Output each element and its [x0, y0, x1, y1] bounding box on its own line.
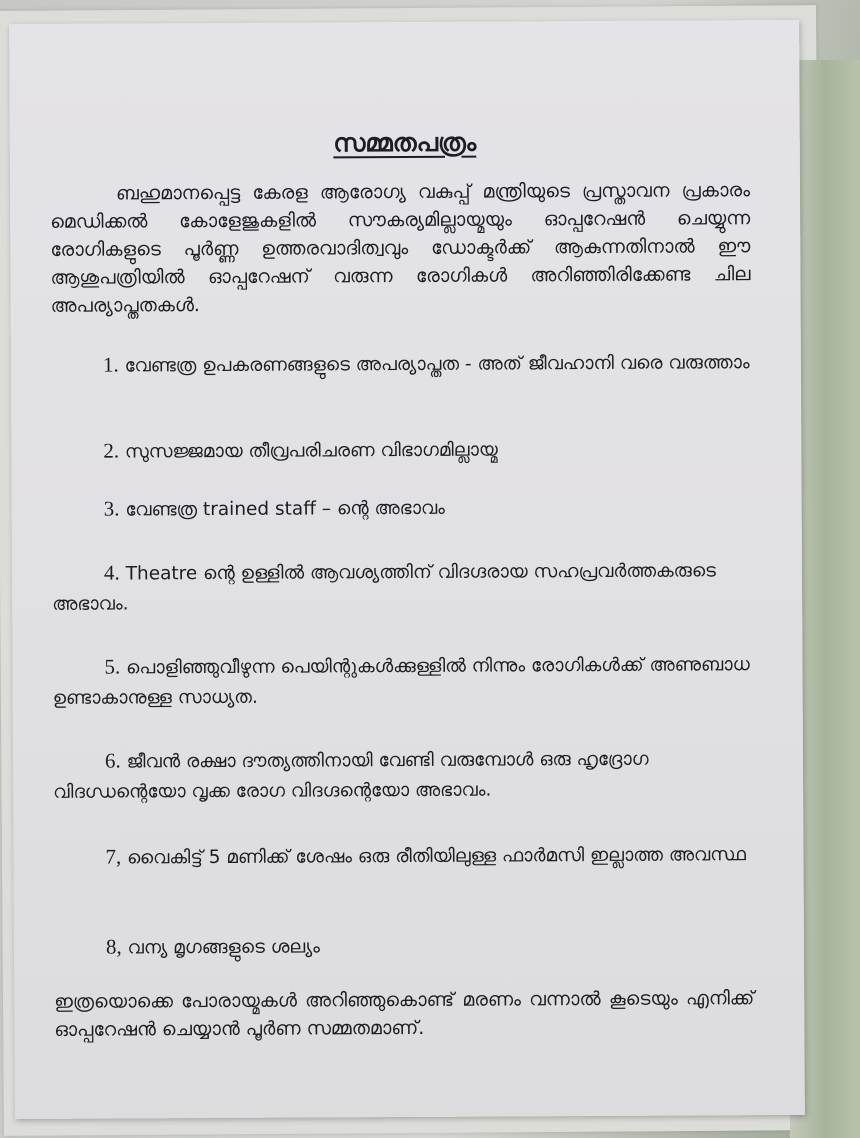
item-number: 2.	[103, 438, 120, 463]
item-number: 3.	[103, 496, 120, 521]
list-item	[54, 928, 754, 964]
list-item	[52, 554, 752, 620]
letter-title: സമ്മതപത്രം	[333, 127, 477, 158]
consent-letter	[9, 20, 805, 1119]
item-number: 5.	[104, 654, 121, 679]
list-item	[53, 838, 753, 874]
list-item	[53, 742, 753, 808]
list-item	[51, 432, 751, 468]
list-item	[51, 346, 751, 382]
item-text: ജീവൻ രക്ഷാ ദൗത്യത്തിനായി വേണ്ടി വരുമ്പോൾ ഒരു ഹൃദ്രോഗ വിദഗ്ധന്റെയോ വൃക്ക രോഗ വിദഗ്ദന്റെയോ അഭാവം.	[53, 748, 649, 803]
item-number: 4.	[103, 560, 120, 585]
item-number: 6.	[104, 748, 121, 773]
item-text: സുസജ്ജമായ തീവ്രപരിചരണ വിഭാഗമില്ലായ്മ	[124, 439, 498, 463]
list-item	[52, 648, 752, 714]
closing-paragraph: ഇത്രയൊക്കെ പോരായ്മകൾ അറിഞ്ഞുകൊണ്ട് മരണം വന്നാൽ കൂടെയും എനിക്ക് ഓപ്പറേഷൻ ചെയ്യാൻ പൂർണ സമ്മതമാണ്.	[54, 987, 755, 1041]
intro-paragraph: ബഹുമാനപ്പെട്ട കേരള ആരോഗ്യ വകുപ്പ് മന്ത്രിയുടെ പ്രസ്താവന പ്രകാരം മെഡിക്കൽ കോളേജുകളിൽ സൗകര്യമില്ലായ്മയും ഓപ്പറേഷൻ ചെയ്യുന്ന രോഗികളുടെ പൂർണ്ണ ഉത്തരവാദിത്വവും ഡോക്ടർക്ക് ആകുന്നതിനാൽ ഈ ആശുപത്രിയിൽ ഓപ്പറേഷന് വരുന്ന രോഗികൾ അറിഞ്ഞിരിക്കേണ്ട ചില അപര്യാപ്തതകൾ.	[50, 179, 751, 317]
item-text: വേണ്ടത്ര ഉപകരണങ്ങളുടെ അപര്യാപ്തത - അത് ജീവഹാനി വരെ വരുത്താം	[124, 352, 750, 377]
item-text: വന്യ മൃഗങ്ങളുടെ ശല്യം	[127, 936, 320, 959]
item-number: 8,	[105, 934, 122, 959]
item-text: പൊളിഞ്ഞുവീഴുന്ന പെയിന്റുകൾക്കുള്ളിൽ നിന്നും രോഗികൾക്ക് അണുബാധ ഉണ്ടാകാനുള്ള സാധ്യത.	[52, 654, 750, 709]
list-item	[52, 490, 752, 526]
item-text: വൈകിട്ട് 5 മണിക്ക് ശേഷം ഒരു രീതിയിലുള്ള ഫാർമസി ഇല്ലാത്ത അവസ്ഥ	[127, 844, 747, 869]
item-number: 1.	[102, 352, 119, 377]
item-number: 7,	[105, 844, 122, 869]
item-text: Theatre ന്റെ ഉള്ളിൽ ആവശ്യത്തിന് വിദഗ്ദരായ സഹപ്രവർത്തകരുടെ അഭാവം.	[52, 560, 716, 615]
item-text: വേണ്ടത്ര trained staff – ന്റെ അഭാവം	[125, 497, 445, 521]
